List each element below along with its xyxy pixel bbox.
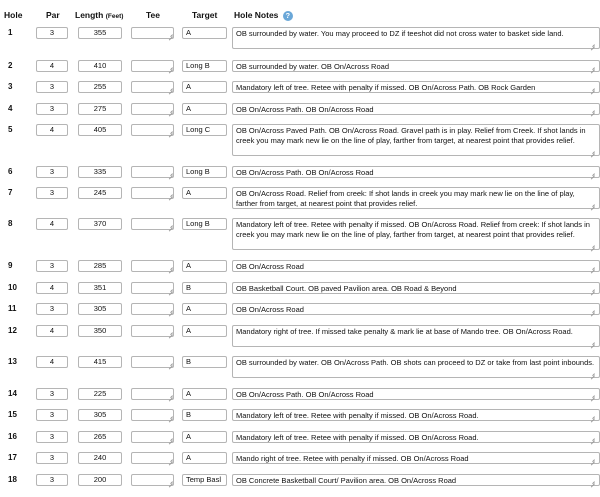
notes-resize-grip-icon[interactable] xyxy=(590,287,595,292)
hole-notes-textarea[interactable] xyxy=(232,474,600,486)
length-input[interactable]: 285 xyxy=(78,260,122,272)
notes-resize-grip-icon[interactable] xyxy=(590,202,595,207)
hole-row xyxy=(0,166,600,178)
par-input[interactable]: 3 xyxy=(36,388,68,400)
hole-number: 9 xyxy=(8,261,13,270)
hole-notes-text: OB On/Across Path. OB On/Across Road xyxy=(236,168,374,177)
tee-resize-grip-icon[interactable] xyxy=(168,436,173,441)
length-input[interactable]: 355 xyxy=(78,27,122,39)
hole-row xyxy=(0,124,600,156)
hole-row xyxy=(0,303,600,315)
hole-notes-text: Mandatory right of tree. If missed take penalty & mark lie at base of Mando tree. OB On/Across Road. xyxy=(236,327,573,336)
notes-resize-grip-icon[interactable] xyxy=(590,149,595,154)
par-input[interactable]: 3 xyxy=(36,187,68,199)
par-input[interactable]: 4 xyxy=(36,218,68,230)
target-input[interactable]: Long C xyxy=(182,124,227,136)
hole-row xyxy=(0,388,600,400)
hole-notes-textarea[interactable] xyxy=(232,187,600,209)
notes-resize-grip-icon[interactable] xyxy=(590,393,595,398)
par-input[interactable]: 3 xyxy=(36,260,68,272)
target-input[interactable]: A xyxy=(182,260,227,272)
hole-row xyxy=(0,325,600,347)
tee-resize-grip-icon[interactable] xyxy=(168,129,173,134)
hole-notes-text: OB On/Across Path. OB On/Across Road xyxy=(236,390,374,399)
tee-resize-grip-icon[interactable] xyxy=(168,171,173,176)
notes-resize-grip-icon[interactable] xyxy=(590,436,595,441)
length-input[interactable]: 351 xyxy=(78,282,122,294)
notes-resize-grip-icon[interactable] xyxy=(590,457,595,462)
tee-resize-grip-icon[interactable] xyxy=(168,65,173,70)
hole-notes-textarea[interactable] xyxy=(232,218,600,250)
header-length-unit: (Feet) xyxy=(105,13,124,20)
hole-number: 12 xyxy=(8,326,17,335)
par-input[interactable]: 3 xyxy=(36,81,68,93)
tee-resize-grip-icon[interactable] xyxy=(168,287,173,292)
hole-row xyxy=(0,282,600,294)
hole-row xyxy=(0,60,600,72)
par-input[interactable]: 4 xyxy=(36,356,68,368)
hole-number: 8 xyxy=(8,219,13,228)
hole-notes-text: Mandatory left of tree. Retee with penalty if missed. OB On/Across Road. xyxy=(236,411,479,420)
target-input[interactable]: A xyxy=(182,388,227,400)
hole-notes-text: OB surrounded by water. OB On/Across Path. OB shots can proceed to DZ or take from last point inbounds. xyxy=(236,358,595,367)
notes-resize-grip-icon[interactable] xyxy=(590,479,595,484)
hole-number: 1 xyxy=(8,28,13,37)
target-input[interactable]: A xyxy=(182,103,227,115)
header-notes-label: Hole Notes xyxy=(234,10,279,20)
target-input[interactable]: Long B xyxy=(182,60,227,72)
tee-resize-grip-icon[interactable] xyxy=(168,330,173,335)
hole-notes-textarea[interactable] xyxy=(232,124,600,156)
tee-resize-grip-icon[interactable] xyxy=(168,308,173,313)
length-input[interactable]: 305 xyxy=(78,409,122,421)
hole-row xyxy=(0,103,600,115)
hole-number: 7 xyxy=(8,188,13,197)
header-tee: Tee xyxy=(146,10,161,20)
notes-resize-grip-icon[interactable] xyxy=(590,108,595,113)
hole-row xyxy=(0,81,600,93)
target-input[interactable]: B xyxy=(182,409,227,421)
hole-number: 2 xyxy=(8,61,13,70)
notes-resize-grip-icon[interactable] xyxy=(590,42,595,47)
hole-notes-text: Mandatory left of tree. Retee with penalty if missed. OB On/Across Road. xyxy=(236,433,479,442)
tee-resize-grip-icon[interactable] xyxy=(168,223,173,228)
hole-number: 15 xyxy=(8,410,17,419)
hole-row xyxy=(0,356,600,378)
target-input[interactable]: Temp Basl xyxy=(182,474,227,486)
length-input[interactable]: 410 xyxy=(78,60,122,72)
hole-number: 4 xyxy=(8,104,13,113)
target-input[interactable]: B xyxy=(182,282,227,294)
hole-number: 18 xyxy=(8,475,17,484)
tee-resize-grip-icon[interactable] xyxy=(168,393,173,398)
hole-number: 10 xyxy=(8,283,17,292)
header-par: Par xyxy=(46,10,60,20)
tee-resize-grip-icon[interactable] xyxy=(168,32,173,37)
hole-row xyxy=(0,474,600,486)
par-input[interactable]: 4 xyxy=(36,282,68,294)
tee-resize-grip-icon[interactable] xyxy=(168,192,173,197)
notes-resize-grip-icon[interactable] xyxy=(590,308,595,313)
hole-notes-textarea[interactable] xyxy=(232,303,600,315)
par-input[interactable]: 3 xyxy=(36,474,68,486)
hole-row xyxy=(0,218,600,250)
hole-number: 16 xyxy=(8,432,17,441)
hole-notes-text: OB On/Across Road xyxy=(236,262,304,271)
notes-resize-grip-icon[interactable] xyxy=(590,265,595,270)
hole-notes-textarea[interactable] xyxy=(232,356,600,378)
notes-resize-grip-icon[interactable] xyxy=(590,414,595,419)
hole-notes-text: OB On/Across Path. OB On/Across Road xyxy=(236,105,374,114)
par-input[interactable]: 3 xyxy=(36,166,68,178)
hole-number: 3 xyxy=(8,82,13,91)
length-input[interactable]: 265 xyxy=(78,431,122,443)
hole-row xyxy=(0,431,600,443)
notes-resize-grip-icon[interactable] xyxy=(590,86,595,91)
target-input[interactable]: A xyxy=(182,303,227,315)
target-input[interactable]: Long B xyxy=(182,218,227,230)
header-length-label: Length xyxy=(75,10,104,20)
hole-notes-textarea[interactable] xyxy=(232,325,600,347)
length-input[interactable]: 225 xyxy=(78,388,122,400)
target-input[interactable]: A xyxy=(182,452,227,464)
length-input[interactable]: 200 xyxy=(78,474,122,486)
hole-notes-text: Mando right of tree. Retee with penalty if missed. OB On/Across Road xyxy=(236,454,469,463)
hole-notes-text: Mandatory left of tree. Retee with penalty if missed. OB On/Across Road. Relief from creek: If shot lands in creek you may mark new lie on the line of play, farther from target, at nearest point that provides relief. xyxy=(236,220,590,239)
target-input[interactable]: A xyxy=(182,81,227,93)
par-input[interactable]: 3 xyxy=(36,409,68,421)
tee-resize-grip-icon[interactable] xyxy=(168,414,173,419)
target-input[interactable]: B xyxy=(182,356,227,368)
hole-notes-textarea[interactable] xyxy=(232,103,600,115)
length-input[interactable]: 245 xyxy=(78,187,122,199)
hole-notes-textarea[interactable] xyxy=(232,282,600,294)
length-input[interactable]: 405 xyxy=(78,124,122,136)
par-input[interactable]: 3 xyxy=(36,103,68,115)
notes-resize-grip-icon[interactable] xyxy=(590,243,595,248)
hole-row xyxy=(0,452,600,464)
hole-notes-textarea[interactable] xyxy=(232,27,600,49)
tee-resize-grip-icon[interactable] xyxy=(168,265,173,270)
hole-notes-text: OB surrounded by water. OB On/Across Road xyxy=(236,62,389,71)
par-input[interactable]: 4 xyxy=(36,60,68,72)
hole-notes-text: OB surrounded by water. You may proceed to DZ if teeshot did not cross water to basket side land. xyxy=(236,29,564,38)
hole-notes-textarea[interactable] xyxy=(232,260,600,272)
hole-row xyxy=(0,260,600,272)
hole-number: 17 xyxy=(8,453,17,462)
hole-number: 11 xyxy=(8,304,17,313)
tee-resize-grip-icon[interactable] xyxy=(168,86,173,91)
header-target: Target xyxy=(192,10,218,20)
tee-resize-grip-icon[interactable] xyxy=(168,479,173,484)
target-input[interactable]: A xyxy=(182,325,227,337)
hole-notes-textarea[interactable] xyxy=(232,60,600,72)
hole-notes-textarea[interactable] xyxy=(232,388,600,400)
length-input[interactable]: 335 xyxy=(78,166,122,178)
hole-number: 13 xyxy=(8,357,17,366)
header-length xyxy=(75,10,123,24)
hole-row xyxy=(0,187,600,209)
target-input[interactable]: A xyxy=(182,187,227,199)
hole-notes-text: OB Concrete Basketball Court/ Pavilion area. OB On/Across Road xyxy=(236,476,457,485)
hole-notes-textarea[interactable] xyxy=(232,166,600,178)
par-input[interactable]: 3 xyxy=(36,452,68,464)
notes-resize-grip-icon[interactable] xyxy=(590,340,595,345)
par-input[interactable]: 3 xyxy=(36,27,68,39)
hole-notes-text: OB Basketball Court. OB paved Pavilion area. OB Road & Beyond xyxy=(236,284,457,293)
hole-notes-textarea[interactable] xyxy=(232,409,600,421)
tee-resize-grip-icon[interactable] xyxy=(168,457,173,462)
length-input[interactable]: 370 xyxy=(78,218,122,230)
length-input[interactable]: 415 xyxy=(78,356,122,368)
notes-resize-grip-icon[interactable] xyxy=(590,371,595,376)
par-input[interactable]: 4 xyxy=(36,124,68,136)
hole-notes-textarea[interactable] xyxy=(232,452,600,464)
hole-row xyxy=(0,409,600,421)
notes-resize-grip-icon[interactable] xyxy=(590,171,595,176)
hole-number: 5 xyxy=(8,125,13,134)
tee-resize-grip-icon[interactable] xyxy=(168,361,173,366)
target-input[interactable]: A xyxy=(182,27,227,39)
length-input[interactable]: 350 xyxy=(78,325,122,337)
hole-notes-textarea[interactable] xyxy=(232,431,600,443)
header-hole: Hole xyxy=(4,10,23,20)
length-input[interactable]: 275 xyxy=(78,103,122,115)
target-input[interactable]: A xyxy=(182,431,227,443)
header-notes xyxy=(234,10,293,24)
hole-notes-textarea[interactable] xyxy=(232,81,600,93)
hole-notes-text: OB On/Across Road xyxy=(236,305,304,314)
hole-notes-text: OB On/Across Paved Path. OB On/Across Road. Gravel path is in play. Relief from Creek. If shot lands in creek you may mark new lie on the line of play, farther from target, at nearest point that provides relief. xyxy=(236,126,586,145)
hole-number: 14 xyxy=(8,389,17,398)
target-input[interactable]: Long B xyxy=(182,166,227,178)
tee-resize-grip-icon[interactable] xyxy=(168,108,173,113)
length-input[interactable]: 305 xyxy=(78,303,122,315)
notes-resize-grip-icon[interactable] xyxy=(590,65,595,70)
hole-notes-text: OB On/Across Road. Relief from creek: If shot lands in creek you may mark new lie on the line of play, farther from target, at nearest point that provides relief. xyxy=(236,189,575,208)
length-input[interactable]: 240 xyxy=(78,452,122,464)
par-input[interactable]: 4 xyxy=(36,325,68,337)
hole-number: 6 xyxy=(8,167,13,176)
hole-row xyxy=(0,27,600,49)
length-input[interactable]: 255 xyxy=(78,81,122,93)
hole-notes-text: Mandatory left of tree. Retee with penalty if missed. OB On/Across Path. OB Rock Garden xyxy=(236,83,536,92)
par-input[interactable]: 3 xyxy=(36,303,68,315)
help-icon[interactable]: ? xyxy=(283,11,293,21)
par-input[interactable]: 3 xyxy=(36,431,68,443)
